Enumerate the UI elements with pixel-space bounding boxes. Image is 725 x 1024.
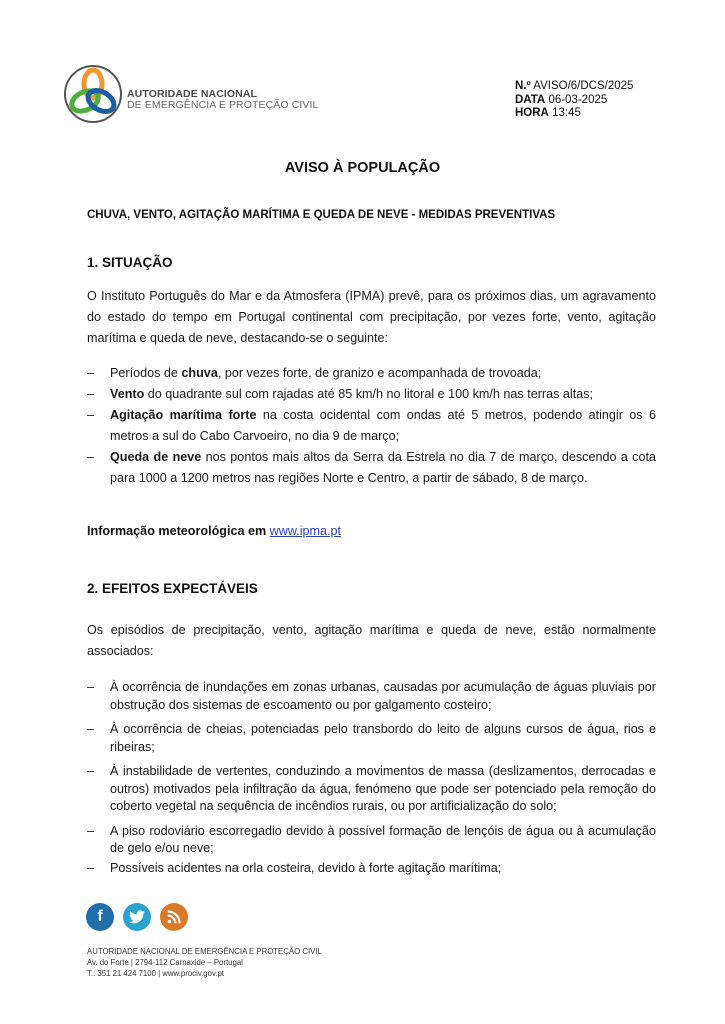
dash-bullet: – — [87, 408, 95, 422]
section-1-heading: 1. SITUAÇÃO — [87, 255, 173, 270]
ref-date — [515, 94, 633, 108]
rss-icon[interactable] — [160, 903, 188, 931]
list-item — [87, 405, 656, 447]
organization-logo — [63, 64, 123, 124]
item-text: do quadrante sul com rajadas até 85 km/h no litoral e 100 km/h nas terras altas; — [144, 387, 594, 401]
ref-date-label: DATA — [515, 93, 546, 106]
ref-number-value: AVISO/6/DCS/2025 — [533, 80, 634, 92]
reference-block — [515, 80, 633, 121]
weather-info-line — [87, 524, 341, 538]
list-item — [87, 384, 656, 405]
org-name-line1: AUTORIDADE NACIONAL — [127, 88, 258, 100]
item-text: A piso rodoviário escorregadio devido à possível formação de lençóis de água ou à acumulação de gelo e/ou neve; — [110, 823, 656, 855]
ref-number-label: N.º — [515, 80, 531, 92]
list-item — [87, 679, 656, 714]
weather-info-label: Informação meteorológica em — [87, 524, 270, 538]
item-text: Períodos de — [110, 366, 182, 380]
dash-bullet: – — [87, 860, 95, 875]
item-bold: Agitação marítima forte — [110, 408, 257, 422]
ref-time-value: 13:45 — [552, 107, 581, 119]
organization-name — [127, 89, 318, 111]
footer-address: Av. do Forte | 2794-112 Carnaxide – Portugal — [87, 958, 243, 967]
section-2-heading: 2. EFEITOS EXPECTÁVEIS — [87, 581, 258, 596]
rss-feed-icon — [167, 910, 181, 924]
dash-bullet: – — [87, 387, 95, 401]
item-text: Possíveis acidentes na orla costeira, devido à forte agitação marítima; — [110, 860, 502, 875]
social-links — [86, 903, 188, 931]
document-title: AVISO À POPULAÇÃO — [284, 160, 441, 176]
ref-date-value: 06-03-2025 — [548, 93, 608, 106]
dash-bullet: – — [87, 722, 95, 736]
list-item — [87, 823, 656, 858]
logo-knot-icon — [63, 64, 123, 124]
situation-list — [87, 363, 656, 489]
item-bold: chuva — [181, 366, 218, 380]
list-item — [87, 860, 656, 878]
footer — [87, 946, 322, 979]
item-bold: Vento — [110, 387, 145, 401]
document-subtitle: CHUVA, VENTO, AGITAÇÃO MARÍTIMA E QUEDA DE NEVE - MEDIDAS PREVENTIVAS — [87, 209, 556, 221]
section-1-intro: O Instituto Português do Mar e da Atmosfera (IPMA) prevê, para os próximos dias, um agravamento do estado do tempo em Portugal continental com precipitação, por vezes forte, vento, agitação marítima e queda de neve, destacando-se o seguinte: — [87, 289, 656, 345]
effects-list — [87, 679, 656, 884]
twitter-bird-icon — [129, 910, 145, 924]
ipma-link[interactable]: www.ipma.pt — [269, 524, 342, 538]
item-bold: Queda de neve — [110, 450, 202, 464]
section-2-intro: Os episódios de precipitação, vento, agitação marítima e queda de neve, estão normalmente associados: — [87, 623, 656, 658]
ref-time — [515, 107, 633, 121]
facebook-icon[interactable] — [86, 903, 114, 931]
ref-number — [515, 80, 633, 94]
facebook-glyph: f — [97, 908, 103, 925]
item-text: , por vezes forte, de granizo e acompanhada de trovoada; — [217, 366, 542, 380]
list-item — [87, 447, 656, 489]
item-text: na costa ocidental com ondas até 5 metros, podendo atingir os 6 metros a sul do Cabo Carvoeiro, no dia 9 de março; — [110, 408, 656, 443]
item-text: nos pontos mais altos da Serra da Estrela no dia 7 de março, descendo a cota para 1000 a 1200 metros nas regiões Norte e Centro, a partir de sábado, 8 de março. — [110, 450, 656, 485]
dash-bullet: – — [87, 823, 95, 838]
dash-bullet: – — [87, 366, 95, 380]
list-item — [87, 721, 656, 756]
list-item — [87, 363, 656, 384]
list-item — [87, 763, 656, 816]
dash-bullet: – — [87, 680, 95, 694]
ref-time-label: HORA — [515, 107, 549, 119]
twitter-icon[interactable] — [123, 903, 151, 931]
footer-contact: T.: 351 21 424 7100 | www.prociv.gov.pt — [87, 969, 224, 978]
footer-org-name: AUTORIDADE NACIONAL DE EMERGÊNCIA E PROTEÇÃO CIVIL — [87, 947, 322, 956]
item-text: À ocorrência de inundações em zonas urbanas, causadas por acumulação de águas pluviais por obstrução dos sistemas de escoamento ou por galgamento costeiro; — [110, 680, 656, 712]
item-text: À ocorrência de cheias, potenciadas pelo transbordo do leito de alguns cursos de água, rios e ribeiras; — [110, 722, 656, 754]
item-text: À instabilidade de vertentes, conduzindo a movimentos de massa (deslizamentos, derrocadas e outros) motivados pela infiltração da água, fenómeno que pode ser potenciado pela remoção do coberto vegetal na sequência de incêndios rurais, ou por artificialização do solo; — [110, 764, 656, 813]
org-name-line2: DE EMERGÊNCIA E PROTEÇÃO CIVIL — [127, 99, 319, 111]
dash-bullet: – — [87, 450, 95, 464]
dash-bullet: – — [87, 764, 95, 778]
